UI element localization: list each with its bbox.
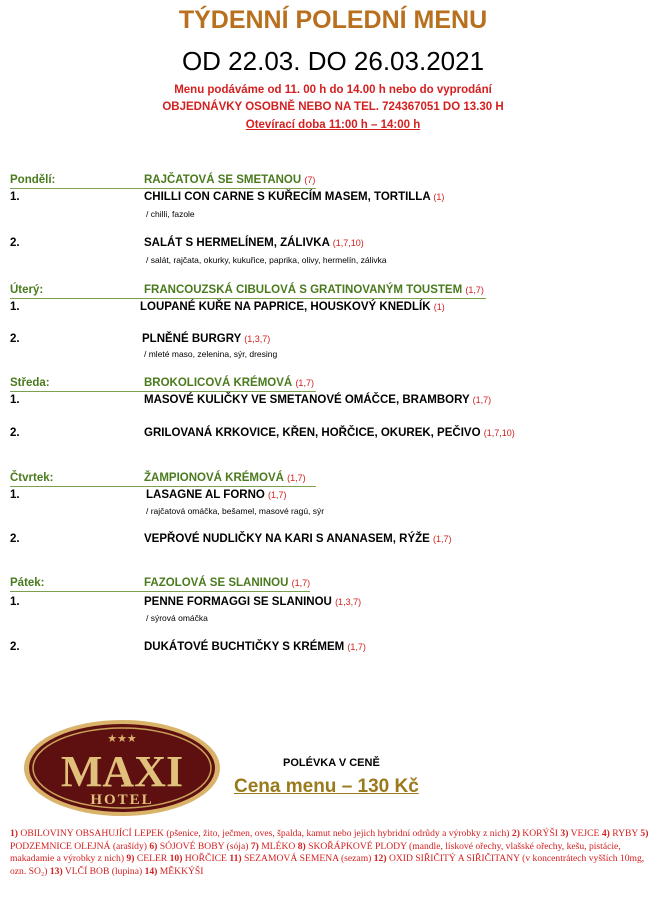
allergen-number: 8) (297, 840, 306, 852)
allergen-number: 4) (601, 828, 610, 839)
menu-title: TÝDENNÍ POLEDNÍ MENU (178, 6, 488, 34)
allergen-entry (145, 866, 204, 877)
allergens-legend (10, 828, 660, 878)
allergen-text: MĚKKÝŠI (157, 865, 204, 877)
menu-dates: OD 22.03. DO 26.03.2021 (181, 46, 485, 76)
soup-friday: FAZOLOVÁ SE SLANINOU (1,7) (144, 577, 311, 589)
menu-price: Cena menu – 130 Kč (234, 776, 419, 797)
allergen-number: 9) (126, 853, 135, 864)
dish-number: 1. (10, 301, 20, 313)
serving-hours-note: Menu podáváme od 11. 00 h do 14.00 h nebo do vyprodání (174, 84, 492, 96)
soup-monday: RAJČATOVÁ SE SMETANOU (7) (144, 174, 316, 186)
day-label-monday: Pondělí: (10, 174, 56, 186)
dish-number: 2. (10, 237, 20, 249)
allergen-number: 12) (373, 853, 387, 864)
dish-name: GRILOVANÁ KRKOVICE, KŘEN, HOŘČICE, OKUREK, PEČIVO (1,7,10) (144, 427, 515, 439)
dish-number: 1. (10, 394, 20, 406)
dish-name: VEPŘOVÉ NUDLIČKY NA KARI S ANANASEM, RÝŽE (1,7) (144, 533, 452, 545)
dish-number: 1. (10, 596, 20, 608)
logo-name: MAXI (60, 747, 184, 796)
allergen-entry (170, 853, 230, 864)
allergen-text: CELER (134, 853, 170, 864)
day-label-thursday: Čtvrtek: (10, 472, 54, 484)
allergen-number: 11) (229, 853, 242, 864)
soup-wednesday: BROKOLICOVÁ KRÉMOVÁ (1,7) (144, 377, 314, 389)
dish-name: LASAGNE AL FORNO (1,7) (146, 489, 287, 501)
logo-sub: HOTEL (90, 792, 154, 808)
dish-detail: / rajčatová omáčka, bešamel, masové ragú, sýr (146, 506, 325, 516)
allergen-text: OBILOVINY OBSAHUJÍCÍ LEPEK (pšenice, žito, ječmen, oves, špalda, kamut nebo jejich hybridní odrůdy a výrobky z nich) (18, 828, 512, 839)
day-label-wednesday: Středa: (10, 377, 50, 389)
opening-hours: Otevírací doba 11:00 h – 14:00 h (245, 119, 421, 131)
maxi-hotel-logo (22, 718, 222, 818)
allergen-entry (560, 828, 601, 839)
dish-number: 1. (10, 489, 20, 501)
dish-number: 2. (10, 641, 20, 653)
dish-name: DUKÁTOVÉ BUCHTIČKY S KRÉMEM (1,7) (144, 641, 366, 653)
allergen-number: 3) (560, 828, 569, 839)
orders-note: OBJEDNÁVKY OSOBNĚ NEBO NA TEL. 724367051 DO 13.30 H (162, 101, 504, 113)
dish-number: 2. (10, 427, 20, 439)
allergen-text: OXID SIŘIČITÝ A SIŘIČITANY (v koncentrátech vyšších 10mg, ozn. SO₂) (10, 853, 645, 877)
allergen-entry (512, 828, 561, 839)
dish-detail: / salát, rajčata, okurky, kukuřice, paprika, olivy, hermelín, zálivka (146, 255, 387, 265)
allergen-entry (149, 841, 250, 852)
dish-name: LOUPANÉ KUŘE NA PAPRICE, HOUSKOVÝ KNEDLÍK (1) (140, 301, 445, 313)
dish-detail: / chilli, fazole (146, 209, 195, 219)
dish-number: 2. (10, 533, 20, 545)
allergen-entry (10, 828, 512, 839)
allergen-entry (50, 866, 145, 877)
allergen-entry (126, 853, 169, 864)
soup-thursday: ŽAMPIONOVÁ KRÉMOVÁ (1,7) (144, 472, 306, 484)
dish-number: 2. (10, 333, 20, 345)
allergen-text: SÓJOVÉ BOBY (sója) (157, 840, 251, 852)
day-label-tuesday: Úterý: (10, 284, 44, 296)
allergen-number: 1) (10, 828, 18, 839)
allergen-number: 10) (169, 853, 183, 864)
allergen-number: 5) (640, 828, 649, 839)
allergen-entry (229, 853, 373, 864)
allergen-text: PODZEMNICE OLEJNÁ (arašídy) (10, 840, 150, 852)
allergen-number: 14) (144, 865, 158, 877)
allergen-text: MLÉKO (258, 840, 298, 852)
allergen-text: VEJCE (568, 828, 602, 839)
dish-name: MASOVÉ KULIČKY VE SMETANOVÉ OMÁČCE, BRAMBORY (1,7) (144, 394, 492, 406)
dish-name: CHILLI CON CARNE S KUŘECÍM MASEM, TORTILLA (1) (144, 191, 445, 203)
allergen-number: 2) (511, 828, 520, 839)
dish-name: PENNE FORMAGGI SE SLANINOU (1,3,7) (144, 596, 362, 608)
allergen-entry (602, 828, 641, 839)
dish-number: 1. (10, 191, 20, 203)
allergen-text: VLČÍ BOB (lupina) (62, 865, 145, 877)
dish-detail: / mleté maso, zelenina, sýr, dresing (144, 349, 278, 359)
allergen-number: 13) (49, 865, 63, 877)
dish-name: PLNĚNÉ BURGRY (1,3,7) (142, 333, 271, 345)
allergen-text: KORÝŠI (519, 828, 561, 839)
soup-included-note: POLÉVKA V CENĚ (283, 757, 380, 769)
soup-tuesday: FRANCOUZSKÁ CIBULOVÁ S GRATINOVANÝM TOUSTEM (1,7) (144, 284, 484, 296)
allergen-entry (251, 841, 298, 852)
day-label-friday: Pátek: (10, 577, 45, 589)
allergen-text: SKOŘÁPKOVÉ PLODY (mandle, lískové ořechy, vlašské ořechy, kešu, pistácie, makadamie a výrobky z nich) (10, 840, 621, 864)
allergen-text: RYBY (609, 828, 641, 839)
allergen-text: SEZAMOVÁ SEMENA (sezam) (241, 853, 374, 864)
logo-stars: ★★★ (107, 732, 137, 745)
dish-detail: / sýrová omáčka (146, 613, 208, 623)
allergen-number: 7) (250, 840, 259, 852)
allergen-text: HOŘČICE (182, 853, 230, 864)
dish-name: SALÁT S HERMELÍNEM, ZÁLIVKA (1,7,10) (144, 237, 364, 249)
allergen-number: 6) (149, 840, 158, 852)
